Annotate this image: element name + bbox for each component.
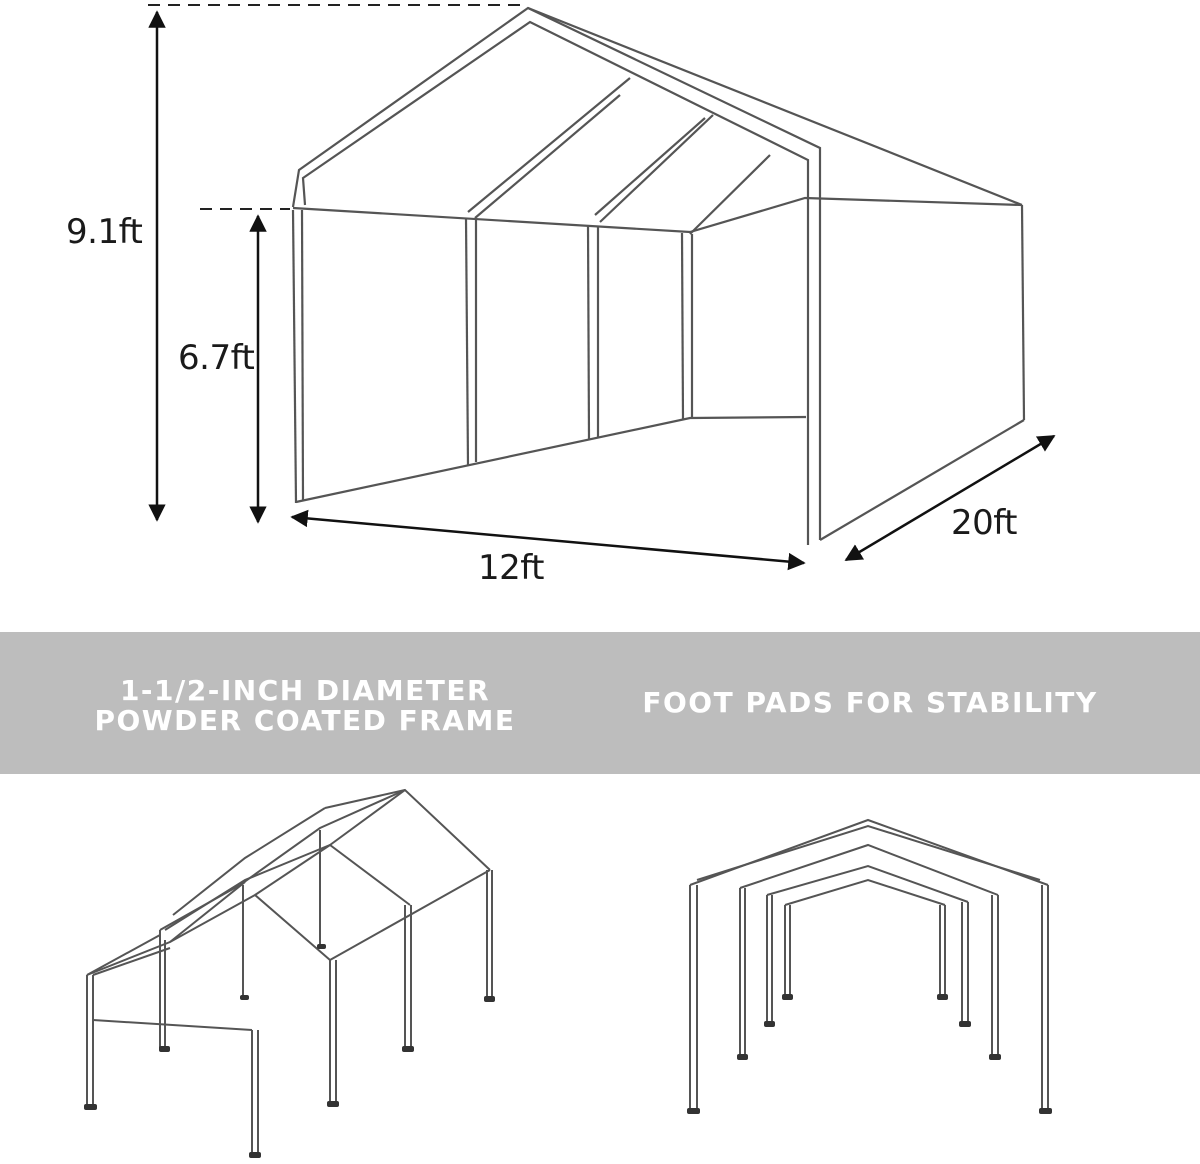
foot-pads — [84, 944, 1052, 1158]
side-height-label: 6.7ft — [178, 338, 255, 378]
frame-diagram — [87, 790, 492, 1155]
frame-feature-line2: POWDER COATED FRAME — [94, 704, 516, 737]
length-label: 20ft — [951, 503, 1017, 543]
foot-pads-feature-text: FOOT PADS FOR STABILITY — [642, 686, 1098, 719]
frame-feature-line1: 1-1/2-INCH DIAMETER — [119, 674, 491, 707]
width-label: 12ft — [478, 548, 544, 588]
total-height-label: 9.1ft — [66, 212, 143, 252]
foot-pads-diagram — [690, 820, 1048, 1112]
